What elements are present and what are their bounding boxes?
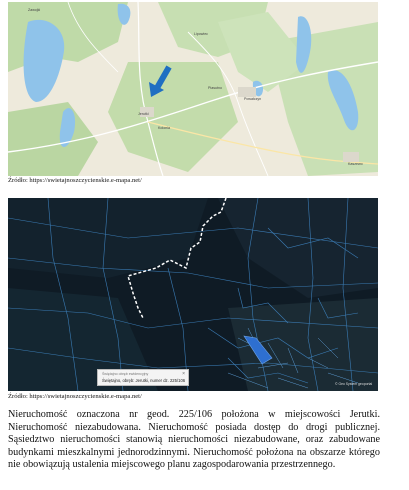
description-text: Nieruchomość oznaczona nr geod. 225/106 położona w miejscowości Jerutki. Nieruchomość niezabudowana. Nieruchomość posiada dostęp do drogi publicznej. Sąsiedztwo nieruchomości stanowią nieruchomości niezabudowane, oraz zabudowane budynkami mieszkalnymi jednorodzinnymi. Nieruchomość położona na obszarze którego nie obowiązują ustalenia miejscowego planu zagospodarowania przestrzennego. [8,409,380,470]
map-label-kolonia: Kolonia [158,126,170,130]
map-label-lipowiec: Lipowiec [194,32,208,36]
popup-title: Świętajno obręb ewidencyjny [102,372,149,376]
map-label-piasutno: Piasutno [208,86,222,90]
map-label-kaszewo: Kaszewo [348,162,363,166]
map-label-powalczyn: Powałczyn [244,97,262,101]
parcel-map [8,198,378,391]
popup-parcel-info: Świętajno, obręb: Jerutki, numer dz. 225/106 [102,378,186,383]
source-caption-top: Źródło: https://swietajnoszczycienskie.e-mapa.net/ [8,177,142,184]
location-map [8,2,378,176]
map-label-jerutki: Jerutki [138,112,149,116]
map-label-zawojki: Zawojki [28,8,41,12]
map-attribution: © Geo System geoportal [335,382,373,386]
close-icon[interactable]: × [182,371,185,377]
parcel-info-popup[interactable] [97,369,189,386]
source-caption-bottom: Źródło: https://swietajnoszczycienskie.e-mapa.net/ [8,393,142,400]
description-paragraph [8,409,380,472]
parcel-map-graphic [8,198,378,391]
location-map-graphic [8,2,378,176]
